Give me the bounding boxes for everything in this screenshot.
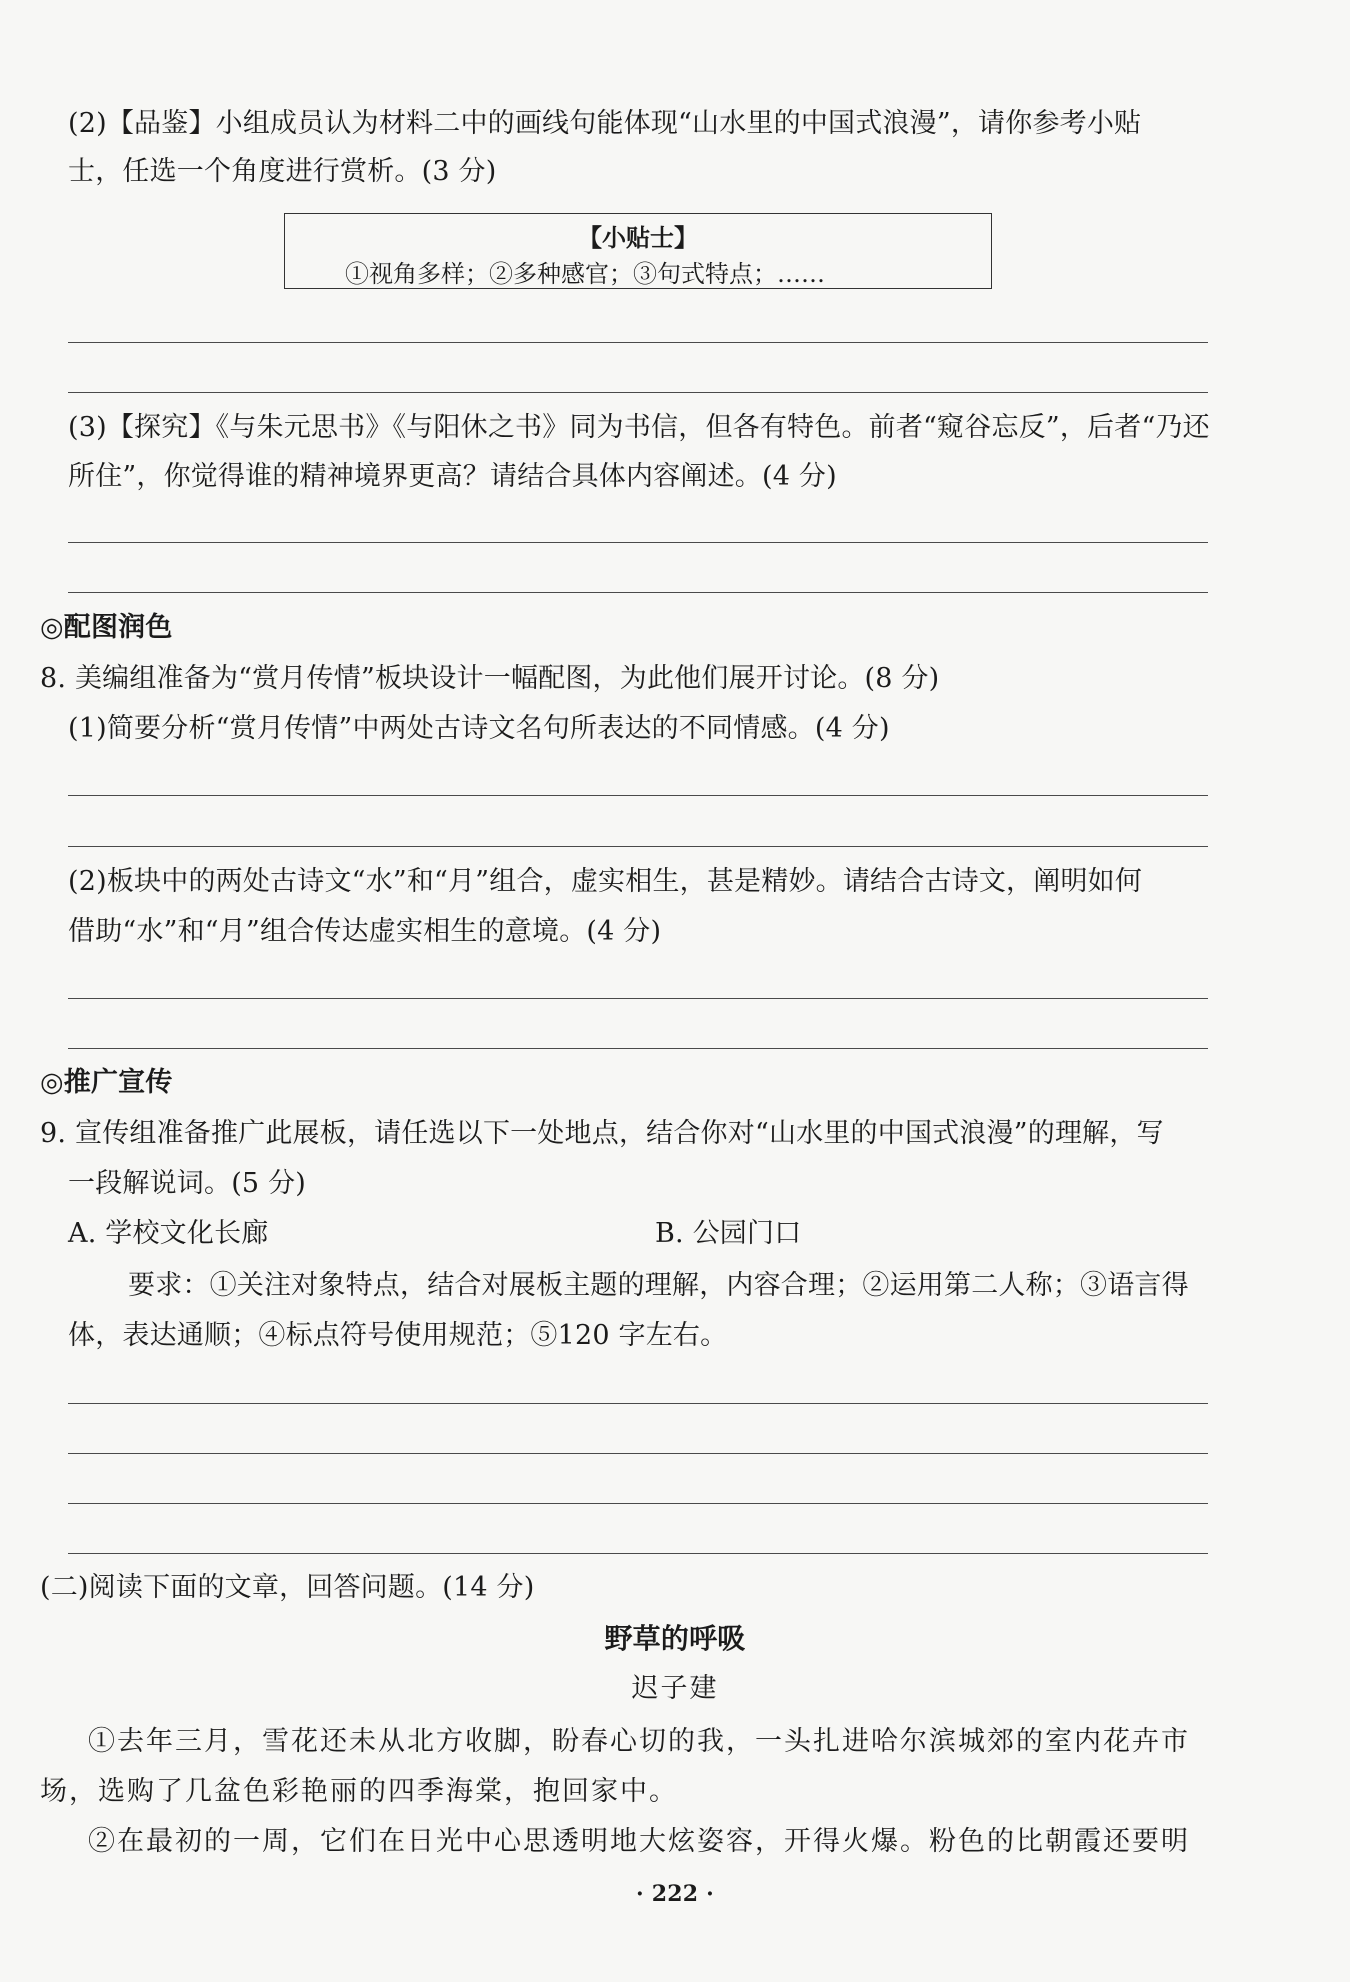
q7-part3-line2: 所住”，你觉得谁的精神境界更高？请结合具体内容阐述。(4 分) — [68, 461, 837, 492]
section-heading-peitu: ◎配图润色 — [40, 612, 173, 643]
para1-line2: 场，选购了几盆色彩艳丽的四季海棠，抱回家中。 — [40, 1776, 678, 1807]
tip-box — [284, 213, 992, 289]
answer-line — [68, 592, 1208, 593]
page-number: · 222 · — [636, 1881, 714, 1907]
answer-line — [68, 795, 1208, 796]
answer-line — [68, 1553, 1208, 1554]
answer-line — [68, 998, 1208, 999]
answer-line — [68, 542, 1208, 543]
q8-part1: (1)简要分析“赏月传情”中两处古诗文名句所表达的不同情感。(4 分) — [68, 713, 890, 744]
answer-line — [68, 846, 1208, 847]
answer-line — [68, 392, 1208, 393]
q7-part3-line1: (3)【探究】《与朱元思书》《与阳休之书》同为书信，但各有特色。前者“窥谷忘反”，后者“乃还 — [68, 412, 1210, 443]
article-title: 野草的呼吸 — [604, 1622, 746, 1655]
tip-title: 【小贴士】 — [578, 224, 698, 252]
para1-line1: ①去年三月，雪花还未从北方收脚，盼春心切的我，一头扎进哈尔滨城郊的室内花卉市 — [88, 1726, 1190, 1757]
q8-part2-line2: 借助“水”和“月”组合传达虚实相生的意境。(4 分) — [68, 916, 662, 947]
q8-part2-line1: (2)板块中的两处古诗文“水”和“月”组合，虚实相生，甚是精妙。请结合古诗文，阐明如何 — [68, 866, 1143, 897]
answer-line — [68, 1503, 1208, 1504]
answer-line — [68, 1403, 1208, 1404]
q9-option-b: B. 公园门口 — [655, 1218, 802, 1249]
q7-part2-line1: (2)【品鉴】小组成员认为材料二中的画线句能体现“山水里的中国式浪漫”，请你参考小贴 — [68, 108, 1142, 139]
q8-line1: 8. 美编组准备为“赏月传情”板块设计一幅配图，为此他们展开讨论。(8 分) — [40, 663, 940, 694]
section-heading-tuiguang: ◎推广宣传 — [40, 1067, 173, 1098]
article-author: 迟子建 — [631, 1673, 719, 1704]
answer-line — [68, 342, 1208, 343]
q9-requirements-line2: 体，表达通顺；④标点符号使用规范；⑤120 字左右。 — [68, 1320, 728, 1351]
answer-line — [68, 1048, 1208, 1049]
answer-line — [68, 1453, 1208, 1454]
tip-body: ①视角多样；②多种感官；③句式特点；…… — [345, 260, 825, 288]
q9-line1: 9. 宣传组准备推广此展板，请任选以下一处地点，结合你对“山水里的中国式浪漫”的理解，写 — [40, 1118, 1164, 1149]
para2-line1: ②在最初的一周，它们在日光中心思透明地大炫姿容，开得火爆。粉色的比朝霞还要明 — [88, 1826, 1190, 1857]
part2-intro: (二)阅读下面的文章，回答问题。(14 分) — [40, 1572, 535, 1603]
q9-option-a: A. 学校文化长廊 — [68, 1218, 269, 1249]
q7-part2-line2: 士，任选一个角度进行赏析。(3 分) — [68, 156, 497, 187]
q9-line2: 一段解说词。(5 分) — [68, 1168, 307, 1199]
q9-requirements-line1: 要求：①关注对象特点，结合对展板主题的理解，内容合理；②运用第二人称；③语言得 — [128, 1270, 1189, 1301]
